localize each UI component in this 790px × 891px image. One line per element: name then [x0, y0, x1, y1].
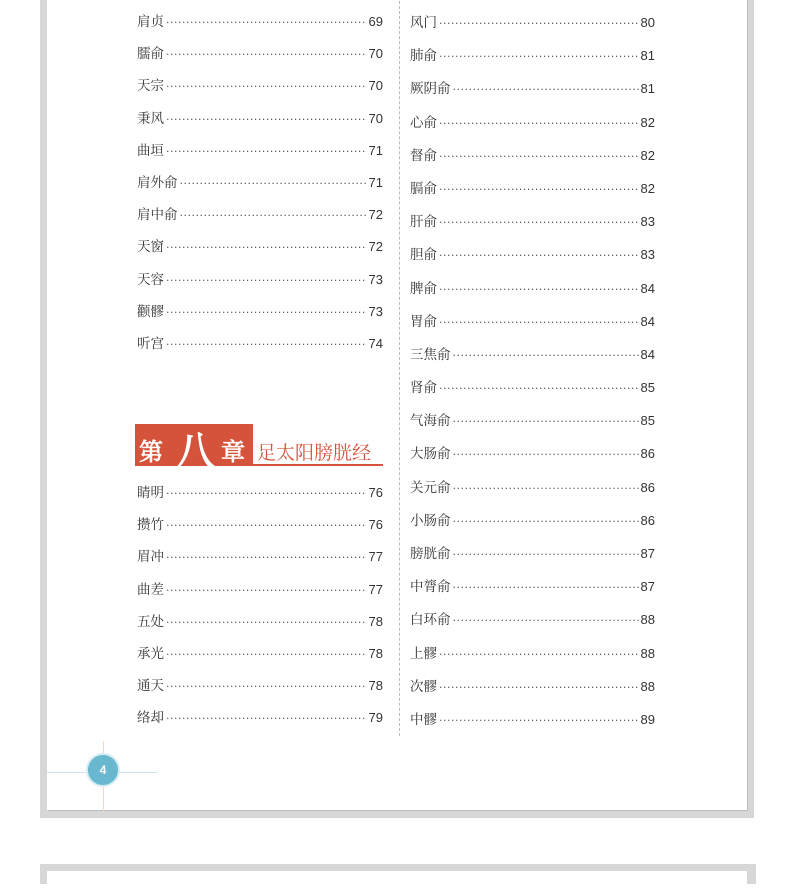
dot-leader	[453, 339, 639, 372]
toc-entry-page: 73	[368, 271, 383, 287]
column-divider	[399, 0, 400, 736]
toc-entry-page: 78	[368, 613, 383, 629]
dot-leader	[453, 472, 639, 505]
toc-entry-page: 70	[368, 46, 383, 62]
toc-entry-name: 曲垣	[137, 142, 164, 159]
toc-entry[interactable]	[137, 541, 383, 573]
toc-entry-page: 89	[640, 711, 655, 727]
dot-leader	[439, 306, 639, 339]
dot-leader	[166, 297, 367, 329]
toc-entry[interactable]	[137, 70, 383, 102]
toc-entry-page: 82	[640, 147, 655, 163]
dot-leader	[439, 638, 639, 671]
toc-entry-page: 84	[640, 346, 655, 362]
toc-entry[interactable]	[137, 638, 383, 670]
toc-entry-name: 肾俞	[410, 380, 437, 397]
dot-leader	[453, 505, 639, 538]
dot-leader	[166, 232, 367, 264]
dot-leader	[439, 107, 639, 140]
dot-leader	[180, 168, 367, 200]
toc-entry-name: 大肠俞	[410, 446, 451, 463]
toc-entry-page: 79	[368, 710, 383, 726]
toc-entry-page: 88	[640, 678, 655, 694]
dot-leader	[453, 438, 639, 471]
toc-entry-page: 69	[368, 14, 383, 29]
toc-entry-name: 厥阴俞	[410, 81, 451, 98]
dot-leader	[166, 265, 367, 297]
toc-entry-name: 胆俞	[410, 247, 437, 264]
dot-leader	[439, 140, 639, 173]
dot-leader	[439, 671, 639, 704]
toc-entry[interactable]	[137, 167, 383, 199]
toc-entry[interactable]	[410, 72, 655, 105]
toc-entry-name: 听宫	[137, 335, 164, 352]
dot-leader	[439, 7, 639, 40]
dot-leader	[439, 206, 639, 239]
toc-entry-page: 80	[640, 15, 655, 30]
dot-leader	[453, 604, 639, 637]
dot-leader	[166, 510, 367, 542]
toc-entry[interactable]	[410, 504, 655, 537]
chapter-prefix: 第	[139, 437, 163, 466]
toc-entry-page: 87	[640, 579, 655, 595]
toc-entry-page: 73	[368, 303, 383, 319]
dot-leader	[439, 704, 639, 737]
toc-entry-page: 83	[640, 214, 655, 230]
dot-leader	[166, 671, 367, 703]
toc-entry-page: 85	[640, 413, 655, 429]
toc-entry-name: 膀胱俞	[410, 546, 451, 562]
dot-leader	[166, 542, 367, 574]
toc-entry[interactable]	[410, 238, 655, 271]
toc-entry-page: 86	[640, 446, 655, 462]
toc-entry-name: 心俞	[410, 114, 437, 131]
toc-entry-page: 72	[368, 207, 383, 223]
toc-entry-name: 脾俞	[410, 280, 437, 297]
toc-entry-name: 秉风	[137, 110, 164, 127]
dot-leader	[453, 571, 639, 604]
toc-entry-name: 承光	[137, 645, 164, 662]
toc-entry[interactable]	[137, 606, 383, 638]
toc-entry-name: 上髎	[410, 645, 437, 662]
toc-entry-name: 肩外俞	[137, 174, 178, 191]
toc-entry-page: 78	[368, 678, 383, 694]
dot-leader	[166, 639, 367, 671]
document-page	[40, 0, 754, 818]
toc-entry-page: 76	[368, 517, 383, 533]
dot-leader	[439, 173, 639, 206]
toc-entry-name: 天宗	[137, 78, 164, 95]
toc-entry-page: 71	[368, 174, 383, 190]
dot-leader	[439, 239, 639, 272]
toc-entry-name: 肩贞	[137, 14, 164, 30]
chapter-number: 八	[175, 428, 215, 475]
dot-leader	[166, 329, 367, 361]
toc-entry[interactable]	[410, 570, 655, 603]
toc-entry[interactable]	[137, 6, 383, 38]
toc-entry[interactable]	[137, 103, 383, 135]
toc-entry-page: 81	[640, 48, 655, 64]
toc-entry-name: 三焦俞	[410, 346, 451, 363]
toc-entry-name: 睛明	[137, 485, 164, 501]
toc-entry-page: 85	[640, 380, 655, 396]
toc-entry-page: 74	[368, 335, 383, 351]
toc-entry[interactable]	[137, 670, 383, 702]
toc-entry-name: 颧髎	[137, 303, 164, 320]
dot-leader	[439, 40, 639, 73]
toc-entry[interactable]	[137, 38, 383, 70]
toc-entry[interactable]	[410, 305, 655, 338]
dot-leader	[166, 703, 367, 735]
toc-entry[interactable]	[137, 328, 383, 360]
dot-leader	[166, 607, 367, 639]
dot-leader	[453, 73, 639, 106]
toc-entry[interactable]	[410, 338, 655, 371]
toc-entry-name: 关元俞	[410, 479, 451, 496]
toc-entry[interactable]	[137, 296, 383, 328]
toc-right-column	[410, 6, 655, 736]
toc-entry[interactable]	[410, 471, 655, 504]
next-page-edge	[40, 864, 756, 884]
toc-entry-name: 中髎	[410, 711, 437, 728]
toc-entry[interactable]	[410, 139, 655, 172]
chapter-title: 足太阳膀胱经	[257, 442, 372, 464]
dot-leader	[166, 575, 367, 607]
toc-entry-name: 络却	[137, 710, 164, 727]
toc-entry-page: 70	[368, 110, 383, 126]
toc-entry[interactable]	[137, 702, 383, 734]
toc-entry-page: 84	[640, 313, 655, 329]
toc-entry-name: 肺俞	[410, 48, 437, 65]
toc-entry-page: 77	[368, 581, 383, 597]
toc-entry[interactable]	[410, 603, 655, 636]
toc-entry[interactable]	[410, 703, 655, 736]
toc-entry-name: 中膂俞	[410, 579, 451, 596]
toc-entry[interactable]	[410, 172, 655, 205]
toc-entry[interactable]	[410, 670, 655, 703]
toc-entry-page: 88	[640, 612, 655, 628]
toc-entry[interactable]	[137, 264, 383, 296]
toc-entry-name: 通天	[137, 678, 164, 695]
toc-entry-name: 风门	[410, 15, 437, 31]
toc-entry-page: 72	[368, 239, 383, 255]
dot-leader	[166, 7, 367, 39]
toc-entry-name: 天窗	[137, 239, 164, 256]
toc-entry[interactable]	[137, 574, 383, 606]
toc-entry-name: 气海俞	[410, 413, 451, 430]
toc-entry-name: 臑俞	[137, 46, 164, 63]
toc-entry-name: 肩中俞	[137, 207, 178, 224]
chapter-heading	[135, 424, 383, 475]
dot-leader	[166, 39, 367, 71]
toc-entry[interactable]	[137, 199, 383, 231]
toc-entry[interactable]	[410, 404, 655, 437]
toc-entry[interactable]	[410, 205, 655, 238]
toc-entry-name: 眉冲	[137, 549, 164, 566]
toc-entry-page: 88	[640, 645, 655, 661]
dot-leader	[166, 478, 367, 510]
toc-entry-name: 五处	[137, 613, 164, 630]
page-number-badge: 4	[86, 753, 120, 787]
toc-entry-page: 86	[640, 512, 655, 528]
toc-entry[interactable]	[410, 637, 655, 670]
toc-entry[interactable]	[410, 39, 655, 72]
next-page-content	[47, 871, 747, 891]
toc-entry-name: 曲差	[137, 581, 164, 598]
toc-entry-page: 71	[368, 142, 383, 158]
dot-leader	[166, 71, 367, 103]
toc-entry-name: 次髎	[410, 678, 437, 695]
page-content	[47, 0, 747, 810]
toc-entry[interactable]	[410, 371, 655, 404]
toc-entry-page: 82	[640, 180, 655, 196]
toc-entry-page: 77	[368, 549, 383, 565]
toc-entry-name: 胃俞	[410, 313, 437, 330]
toc-entry-page: 78	[368, 645, 383, 661]
toc-entry-page: 84	[640, 280, 655, 296]
dot-leader	[439, 273, 639, 306]
dot-leader	[180, 200, 367, 232]
toc-entry-page: 87	[640, 546, 655, 561]
toc-left-column	[137, 6, 383, 360]
toc-entry[interactable]	[137, 231, 383, 263]
toc-entry-page: 70	[368, 78, 383, 94]
dot-leader	[439, 372, 639, 405]
toc-chapter-column	[137, 477, 383, 735]
chapter-underline	[253, 464, 383, 466]
chapter-suffix: 章	[221, 437, 245, 466]
toc-entry-name: 小肠俞	[410, 512, 451, 529]
toc-entry-name: 肝俞	[410, 214, 437, 231]
dot-leader	[166, 104, 367, 136]
toc-entry[interactable]	[410, 106, 655, 139]
toc-entry-page: 81	[640, 81, 655, 97]
dot-leader	[453, 538, 639, 571]
toc-entry[interactable]	[137, 477, 383, 509]
toc-entry-name: 攒竹	[137, 517, 164, 534]
toc-entry-page: 86	[640, 479, 655, 495]
toc-entry-name: 白环俞	[410, 612, 451, 629]
toc-entry-name: 天容	[137, 271, 164, 288]
dot-leader	[453, 405, 639, 438]
toc-entry[interactable]	[410, 6, 655, 39]
toc-entry-page: 83	[640, 247, 655, 263]
toc-entry[interactable]	[410, 437, 655, 470]
toc-entry-page: 82	[640, 114, 655, 130]
toc-entry[interactable]	[137, 509, 383, 541]
toc-entry-name: 膈俞	[410, 180, 437, 197]
dot-leader	[166, 136, 367, 168]
toc-entry-name: 督俞	[410, 147, 437, 164]
toc-entry-page: 76	[368, 485, 383, 500]
toc-entry[interactable]	[410, 272, 655, 305]
toc-entry[interactable]	[410, 537, 655, 570]
chapter-label-box	[135, 424, 253, 475]
toc-entry[interactable]	[137, 135, 383, 167]
